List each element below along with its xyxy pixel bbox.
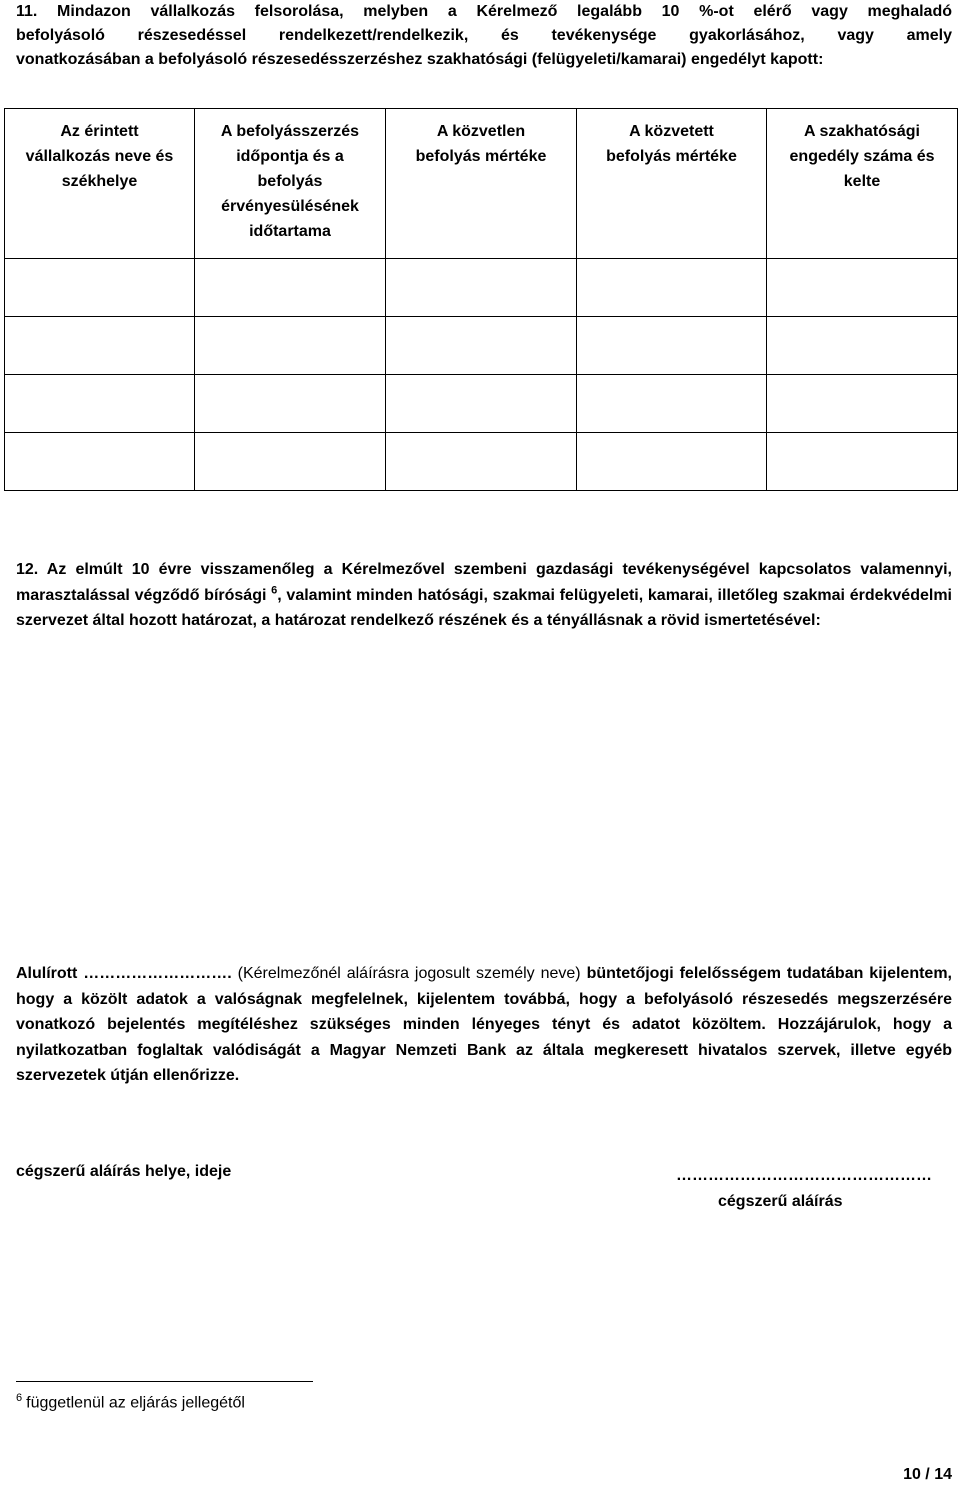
table-cell[interactable] [195,317,386,375]
section-11-line-3: vonatkozásában a befolyásoló részesedésszerzéshez szakhatósági (felügyeleti/kamarai) engedélyt kapott: [16,51,824,68]
header-company-name [5,109,195,259]
table-header-row [5,109,958,259]
table-cell[interactable] [577,433,767,491]
footnote-ref: 6 [271,584,278,597]
header-indirect-influence-text: A közvetett befolyás mértéke [606,123,737,165]
table-cell[interactable] [386,375,577,433]
header-license-number [767,109,958,259]
section-12-text-a: 12. Az elmúlt 10 évre visszamenőleg a Kérelmezővel szembeni gazdasági tevékenységével kapcsolatos valamennyi, marasztalással végződő bírósági [16,561,952,604]
header-indirect-influence [577,109,767,259]
table-cell[interactable] [577,259,767,317]
declaration-lead: Alulírott ………………………. [16,965,232,982]
section-12-heading [16,557,952,634]
table-cell[interactable] [767,433,958,491]
signature-caption: cégszerű aláírás [718,1193,843,1210]
table-row [5,317,958,375]
footnote-divider [16,1381,313,1382]
table-cell[interactable] [5,259,195,317]
declaration-signer-hint: (Kérelmezőnél aláírásra jogosult személy neve) [231,965,587,982]
section-11-line-1: 11. Mindazon vállalkozás felsorolása, melyben a Kérelmező legalább 10 %-ot elérő vagy meghaladó [16,3,952,20]
signature-place-date: cégszerű aláírás helye, ideje [16,1163,232,1180]
section-12-text-b: , valamint minden hatósági, szakmai felügyeleti, kamarai, illetőleg szakmai érdekvédelmi szervezet által hozott határozat, a határozat rendelkező részének és a tényállásnak a rövid ismertetésével: [16,586,952,629]
section-11-heading [16,0,952,72]
page-number: 10 / 14 [903,1466,952,1483]
footnote [16,1392,245,1412]
table-cell[interactable] [195,375,386,433]
header-company-name-text: Az érintett vállalkozás neve és székhelye [25,123,174,190]
table-cell[interactable] [386,259,577,317]
table-cell[interactable] [767,259,958,317]
declaration-body: büntetőjogi felelősségem tudatában kijelentem, hogy a közölt adatok a valóságnak megfelelnek, kijelentem továbbá, hogy a befolyásoló részesedés megszerzésére vonatkozó bejelentés megítéléshez szükséges minden lényeges tényt és adatot közöltem. Hozzájárulok, hogy a nyilatkozatban foglaltak valódiságát a Magyar Nemzeti Bank az általa megkeresett hivatalos szervek, illetve egyéb szervezetek útján ellenőrizze. [16,965,952,1084]
table-cell[interactable] [5,433,195,491]
table-row [5,375,958,433]
footnote-number: 6 [16,1392,23,1404]
table-cell[interactable] [386,433,577,491]
holdings-table [4,108,958,491]
section-11-line-2: befolyásoló részesedéssel rendelkezett/rendelkezik, és tevékenysége gyakorlásához, vagy amely [16,27,952,44]
declaration-paragraph [16,961,952,1089]
table-cell[interactable] [195,259,386,317]
table-cell[interactable] [195,433,386,491]
signature-block [676,1163,932,1215]
table-row [5,433,958,491]
signature-line: ………………………………………… [676,1167,932,1184]
footnote-text: függetlenül az eljárás jellegétől [26,1394,245,1412]
header-acquisition-date-text: A befolyásszerzés időpontja és a befolyás érvényesülésének időtartama [220,123,360,240]
table-cell[interactable] [577,375,767,433]
header-acquisition-date [195,109,386,259]
table-cell[interactable] [5,375,195,433]
table-cell[interactable] [767,317,958,375]
table-cell[interactable] [5,317,195,375]
table-cell[interactable] [386,317,577,375]
table-cell[interactable] [767,375,958,433]
header-direct-influence [386,109,577,259]
header-license-number-text: A szakhatósági engedély száma és kelte [789,123,935,190]
header-direct-influence-text: A közvetlen befolyás mértéke [415,123,547,165]
table-cell[interactable] [577,317,767,375]
table-row [5,259,958,317]
